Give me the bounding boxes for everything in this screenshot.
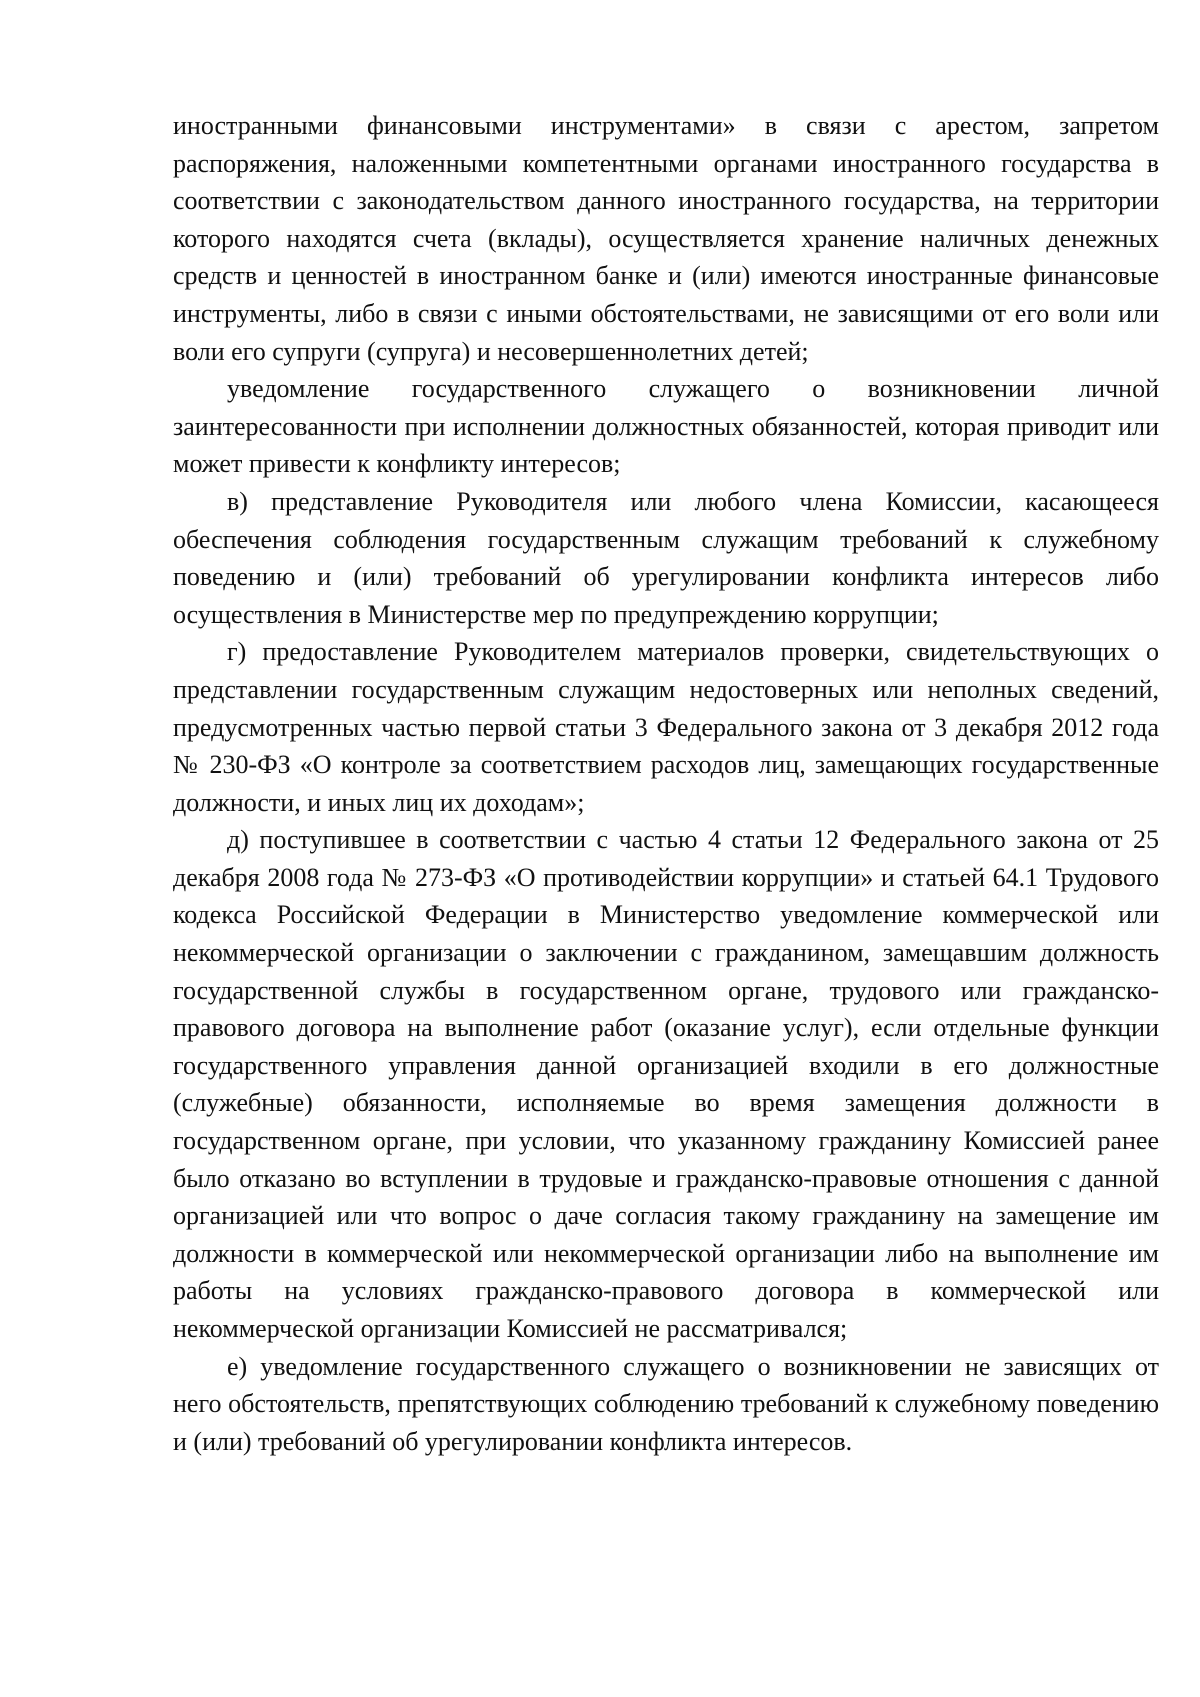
document-page: [173, 107, 1159, 1460]
paragraph-notice-personal-interest: уведомление государственного служащего о возникновении личной заинтересованности при исполнении должностных обязанностей, которая приводит или может привести к конфликту интересов;: [173, 374, 1159, 479]
paragraph-item-e: е) уведомление государственного служащего о возникновении не зависящих от него обстоятельств, препятствующих соблюдению требований к служебному поведению и (или) требований об урегулировании конфликта интересов.: [173, 1351, 1159, 1456]
paragraph-item-v: в) представление Руководителя или любого члена Комиссии, касающееся обеспечения соблюдения государственным служащим требований к служебному поведению и (или) требований об урегулировании конфликта интересов либо осуществления в Министерстве мер по предупреждению коррупции;: [173, 486, 1159, 629]
paragraph-continuation: иностранными финансовыми инструментами» в связи с арестом, запретом распоряжения, наложенными компетентными органами иностранного государства в соответствии с законодательством данного иностранного государства, на территории которого находятся счета (вклады), осуществляется хранение наличных денежных средств и ценностей в иностранном банке и (или) имеются иностранные финансовые инструменты, либо в связи с иными обстоятельствами, не зависящими от его воли или воли его супруги (супруга) и несовершеннолетних детей;: [173, 111, 1159, 366]
paragraph-item-d: д) поступившее в соответствии с частью 4 статьи 12 Федерального закона от 25 декабря 2008 года № 273-ФЗ «О противодействии коррупции» и статьей 64.1 Трудового кодекса Российской Федерации в Министерство уведомление коммерческой или некоммерческой организации о заключении с гражданином, замещавшим должность государственной службы в государственном органе, трудового или гражданско-правового договора на выполнение работ (оказание услуг), если отдельные функции государственного управления данной организацией входили в его должностные (служебные) обязанности, исполняемые во время замещения должности в государственном органе, при условии, что указанному гражданину Комиссией ранее было отказано во вступлении в трудовые и гражданско-правовые отношения с данной организацией или что вопрос о даче согласия такому гражданину на замещение им должности в коммерческой или некоммерческой организации либо на выполнение им работы на условиях гражданско-правового договора в коммерческой или некоммерческой организации Комиссией не рассматривался;: [173, 825, 1159, 1343]
paragraph-item-g: г) предоставление Руководителем материалов проверки, свидетельствующих о представлении государственным служащим недостоверных или неполных сведений, предусмотренных частью первой статьи 3 Федерального закона от 3 декабря 2012 года № 230-ФЗ «О контроле за соответствием расходов лиц, замещающих государственные должности, и иных лиц их доходам»;: [173, 637, 1159, 817]
